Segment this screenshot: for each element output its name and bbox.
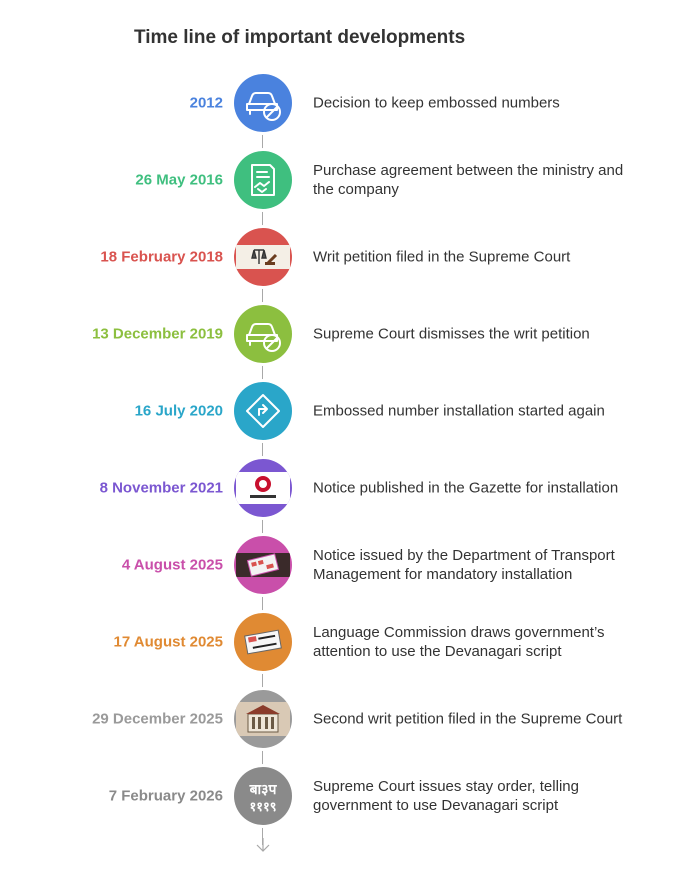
- event-node: [234, 382, 292, 440]
- event-node: [234, 536, 292, 594]
- number-plate-photo-icon: [234, 536, 292, 594]
- timeline-end-arrow-icon: [255, 838, 271, 852]
- event-date: 13 December 2019: [92, 325, 223, 343]
- event-description: Embossed number installation started again: [313, 402, 605, 420]
- timeline-event: [0, 305, 681, 363]
- gazette-emblem-photo-icon: [234, 459, 292, 517]
- timeline-event: [0, 382, 681, 440]
- event-node: [234, 74, 292, 132]
- car-ban-icon: [234, 305, 292, 363]
- event-date: 8 November 2021: [99, 479, 223, 497]
- event-description: Writ petition filed in the Supreme Court: [313, 248, 571, 266]
- event-node: [234, 305, 292, 363]
- timeline-event: [0, 151, 681, 209]
- event-description: Supreme Court dismisses the writ petition: [313, 325, 590, 343]
- timeline-event: [0, 690, 681, 748]
- icon-text-bottom: १११९: [249, 800, 277, 815]
- event-date: 4 August 2025: [121, 556, 223, 574]
- event-description: Second writ petition filed in the Supreme Court: [313, 710, 623, 728]
- event-node: [234, 151, 292, 209]
- direction-sign-icon: [234, 382, 292, 440]
- event-node: [234, 613, 292, 671]
- event-date: 18 February 2018: [100, 248, 223, 266]
- event-node: [234, 228, 292, 286]
- event-description: Decision to keep embossed numbers: [313, 94, 560, 112]
- event-node: [234, 690, 292, 748]
- event-date: 7 February 2026: [108, 787, 223, 805]
- contract-handshake-icon: [234, 151, 292, 209]
- event-date: 29 December 2025: [92, 710, 223, 728]
- page-title: Time line of important developments: [134, 27, 466, 48]
- timeline-event: [0, 536, 681, 594]
- event-date: 16 July 2020: [134, 402, 223, 420]
- event-description: Purchase agreement between the ministry and the company: [313, 162, 624, 198]
- car-ban-icon: [234, 74, 292, 132]
- icon-text-top: बा३प: [249, 782, 277, 798]
- event-node: [234, 459, 292, 517]
- court-scales-photo-icon: [234, 228, 292, 286]
- event-description: Language Commission draws government’s attention to use the Devanagari script: [313, 624, 605, 660]
- timeline-event: [0, 74, 681, 132]
- event-node: [234, 767, 292, 825]
- event-description: Notice issued by the Department of Transport Management for mandatory installation: [313, 547, 615, 583]
- event-description: Notice published in the Gazette for installation: [313, 479, 619, 497]
- timeline-event: [0, 459, 681, 517]
- timeline-event: [0, 767, 681, 825]
- court-building-photo-icon: [234, 690, 292, 748]
- event-date: 2012: [189, 94, 223, 112]
- event-date: 26 May 2016: [135, 171, 223, 189]
- event-date: 17 August 2025: [113, 633, 223, 651]
- event-description: Supreme Court issues stay order, telling government to use Devanagari script: [313, 778, 579, 814]
- timeline-event: [0, 613, 681, 671]
- timeline-event: [0, 228, 681, 286]
- devanagari-text-icon: [234, 767, 292, 825]
- devanagari-plate-photo-icon: [234, 613, 292, 671]
